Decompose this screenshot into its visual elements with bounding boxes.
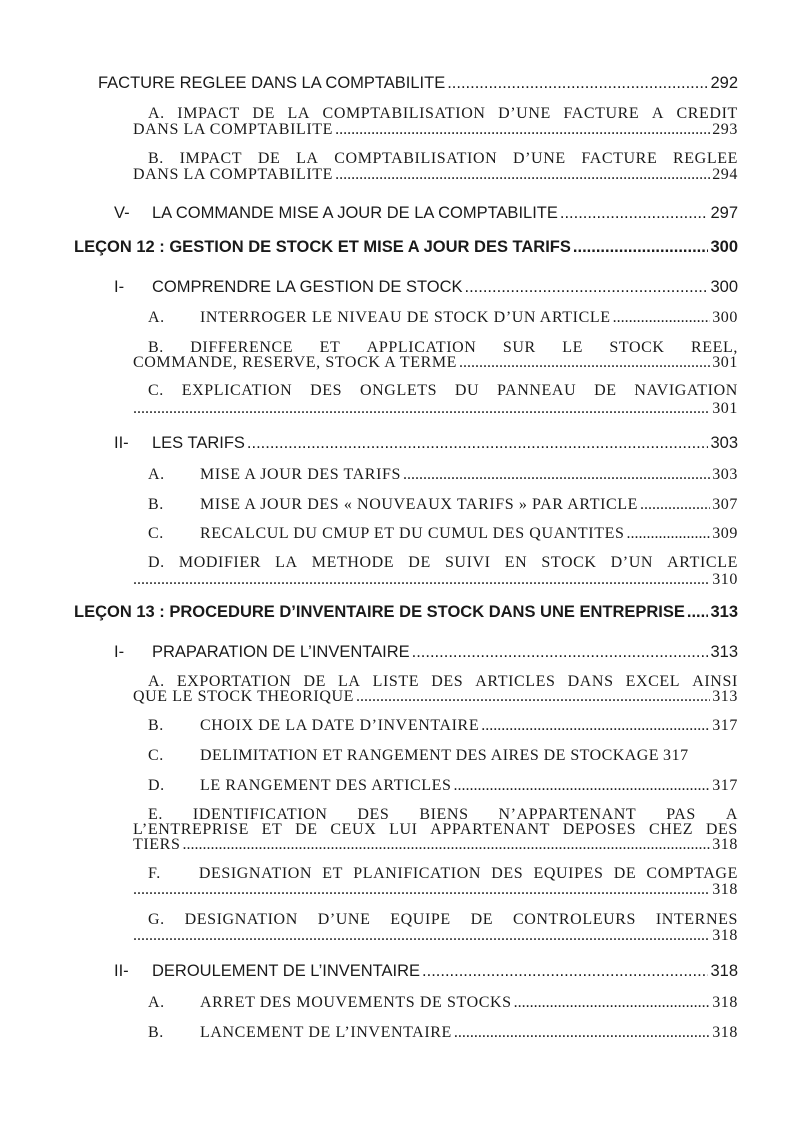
entry-word: CEUX	[330, 821, 377, 838]
entry-label: A.	[148, 466, 165, 483]
entry-page: 300	[710, 278, 738, 296]
entry-page: 301	[712, 354, 738, 371]
leader-dots	[356, 688, 710, 706]
entry-word: DES	[310, 382, 343, 399]
toc-entry-line2[interactable]	[133, 688, 738, 706]
entry-word: DES	[491, 865, 524, 882]
entry-title: INTERROGER LE NIVEAU DE STOCK D’UN ARTICLE	[200, 309, 611, 326]
toc-entry-line3[interactable]	[133, 836, 738, 854]
entry-word: LISTE	[372, 673, 420, 690]
entry-word: REEL,	[690, 339, 738, 356]
entry-word: QUE LE STOCK THEORIQUE	[133, 688, 355, 705]
entry-label: B.	[148, 1024, 164, 1041]
entry-word: DE	[303, 673, 326, 690]
toc-entry[interactable]	[148, 309, 738, 327]
entry-word: LA	[296, 150, 319, 167]
entry-word: DES	[705, 821, 738, 838]
entry-word: EXPLICATION	[181, 382, 293, 399]
entry-word: N’APPARTENANT	[498, 806, 637, 823]
entry-word: REGLEE	[673, 150, 738, 167]
entry-label: II-	[114, 434, 129, 452]
entry-word: CONTROLEURS	[512, 911, 637, 928]
entry-title: RECALCUL DU CMUP ET DU CUMUL DES QUANTITES	[200, 525, 625, 542]
entry-word: PANNEAU	[497, 382, 577, 399]
entry-title: ARRET DES MOUVEMENTS DE STOCKS	[200, 994, 512, 1011]
leader-dots	[640, 496, 710, 514]
toc-entry[interactable]	[148, 747, 738, 765]
entry-word: DESIGNATION	[198, 865, 313, 882]
entry-title: LE RANGEMENT DES ARTICLES	[200, 777, 452, 794]
entry-page: 307	[712, 496, 738, 513]
entry-page: 303	[712, 466, 738, 483]
entry-word: IMPACT	[179, 150, 243, 167]
entry-title: CHOIX DE LA DATE D’INVENTAIRE	[200, 717, 480, 734]
entry-label: D.	[148, 554, 165, 571]
entry-label: B.	[148, 717, 164, 734]
entry-word: DE	[295, 821, 318, 838]
toc-entry[interactable]	[114, 434, 738, 453]
entry-label: A.	[148, 673, 165, 690]
entry-word: DANS	[567, 673, 614, 690]
entry-page: 317	[712, 777, 738, 794]
entry-word: ET	[261, 821, 283, 838]
leader-dots	[454, 1024, 710, 1042]
toc-entry-line2[interactable]	[133, 571, 738, 589]
toc-entry[interactable]	[148, 1024, 738, 1042]
toc-entry[interactable]	[148, 525, 738, 543]
entry-label: B.	[148, 496, 164, 513]
leader-dots	[613, 309, 711, 327]
toc-entry[interactable]	[98, 74, 738, 93]
entry-word: FACTURE	[563, 105, 640, 122]
entry-word: PAS	[666, 806, 696, 823]
leader-dots	[459, 354, 710, 372]
leader-dots	[481, 717, 710, 735]
entry-word: A	[651, 105, 664, 122]
entry-page: 303	[710, 434, 738, 452]
leader-dots	[626, 525, 710, 543]
entry-word: TIERS	[133, 836, 181, 853]
entry-word: EQUIPES	[533, 865, 604, 882]
entry-word: CREDIT	[676, 105, 738, 122]
entry-word: LE	[562, 339, 583, 356]
entry-word: COMPTAGE	[646, 865, 738, 882]
entry-word: ARTICLES	[475, 673, 556, 690]
entry-word: LA	[287, 105, 311, 122]
leader-dots	[247, 434, 709, 453]
leader-dots	[422, 962, 708, 981]
entry-label: A.	[148, 309, 165, 326]
entry-page: 310	[712, 571, 738, 588]
chapter-title: LEÇON 13 : PROCEDURE D’INVENTAIRE DE STOCK DANS UNE ENTREPRISE	[74, 603, 685, 621]
toc-entry-line2[interactable]	[133, 927, 738, 945]
toc-entry-line2[interactable]	[133, 400, 738, 418]
entry-title: LANCEMENT DE L’INVENTAIRE	[200, 1024, 452, 1041]
entry-label: B.	[148, 339, 164, 356]
chapter-title: LEÇON 12 : GESTION DE STOCK ET MISE A JOUR DES TARIFS	[74, 238, 571, 256]
entry-word: D’UNE	[498, 105, 551, 122]
toc-entry-line2[interactable]	[133, 166, 738, 184]
entry-word: DU	[454, 382, 480, 399]
entry-label: A.	[148, 994, 165, 1011]
entry-title: LES TARIFS	[152, 434, 245, 452]
entry-word: DANS LA COMPTABILITE	[133, 166, 334, 183]
entry-word: SUIVI	[444, 554, 491, 571]
entry-word: APPLICATION	[366, 339, 477, 356]
entry-page: 300	[712, 309, 738, 326]
entry-title: MISE A JOUR DES « NOUVEAUX TARIFS » PAR ARTICLE	[200, 496, 639, 513]
entry-word: COMPTABILISATION	[334, 150, 498, 167]
entry-word: ET	[319, 339, 341, 356]
entry-label: F.	[148, 865, 161, 882]
toc-chapter[interactable]	[74, 603, 738, 622]
entry-page: 318	[712, 836, 738, 853]
entry-word: ET	[322, 865, 344, 882]
entry-title: MISE A JOUR DES TARIFS	[200, 466, 402, 483]
entry-page: 297	[710, 204, 738, 222]
entry-word: COMPTABILISATION	[322, 105, 486, 122]
entry-word: A	[725, 806, 738, 823]
entry-word: ONGLETS	[359, 382, 438, 399]
entry-label: C.	[148, 747, 164, 764]
entry-word: DES	[431, 673, 464, 690]
entry-page: 313	[710, 643, 738, 661]
entry-word: L’ENTREPRISE	[133, 821, 249, 838]
entry-word: DE	[613, 865, 637, 882]
entry-page: 293	[712, 121, 738, 138]
entry-page: 301	[712, 400, 738, 417]
entry-page: 318	[712, 881, 738, 898]
entry-word: LA	[338, 673, 361, 690]
entry-word: COMMANDE, RESERVE, STOCK A TERME	[133, 354, 458, 371]
entry-word: NAVIGATION	[634, 382, 738, 399]
entry-word: DE	[252, 105, 275, 122]
entry-word: APPARTENANT	[430, 821, 550, 838]
leader-dots	[687, 603, 709, 622]
entry-word: LUI	[389, 821, 418, 838]
entry-label: C.	[148, 525, 164, 542]
toc-entry[interactable]	[114, 962, 738, 981]
entry-word: D’UNE	[512, 150, 566, 167]
entry-label: I-	[114, 278, 125, 296]
leader-dots	[412, 643, 709, 662]
toc-entry-line2[interactable]	[133, 121, 738, 139]
toc-entry[interactable]	[114, 278, 738, 297]
entry-word: EQUIPE	[390, 911, 451, 928]
leader-dots	[182, 836, 710, 854]
entry-word: BIENS	[419, 806, 469, 823]
entry-label: V-	[114, 204, 130, 222]
entry-page: 318	[710, 962, 738, 980]
toc-entry[interactable]	[148, 994, 738, 1012]
leader-dots	[560, 204, 709, 223]
entry-word: DE	[594, 382, 617, 399]
entry-page: 317	[662, 747, 689, 764]
entry-word: DES	[357, 806, 390, 823]
entry-label: B.	[148, 150, 164, 167]
entry-word: METHODE	[311, 554, 395, 571]
leader-dots	[133, 927, 710, 945]
toc-entry[interactable]	[148, 466, 738, 484]
entry-word: DEPOSES	[562, 821, 637, 838]
entry-label: C.	[148, 382, 164, 399]
entry-word: EXCEL	[625, 673, 681, 690]
entry-title: COMPRENDRE LA GESTION DE STOCK	[152, 278, 463, 296]
leader-dots	[335, 166, 710, 184]
entry-word: IMPACT	[177, 105, 240, 122]
leader-dots	[133, 571, 710, 589]
toc-entry[interactable]	[114, 204, 738, 223]
entry-title: LA COMMANDE MISE A JOUR DE LA COMPTABILITE	[152, 204, 558, 222]
entry-word: DESIGNATION	[184, 911, 298, 928]
entry-word: PLANIFICATION	[353, 865, 482, 882]
leader-dots	[454, 777, 711, 795]
toc-entry[interactable]	[148, 717, 738, 735]
toc-entry-line2[interactable]	[133, 881, 738, 899]
entry-title: DELIMITATION ET RANGEMENT DES AIRES DE STOCKAGE	[200, 747, 659, 764]
entry-title: DEROULEMENT DE L’INVENTAIRE	[152, 962, 421, 980]
entry-label: E.	[148, 806, 163, 823]
toc-entry-line2[interactable]	[133, 354, 738, 372]
leader-dots	[403, 466, 710, 484]
entry-word: DE	[470, 911, 494, 928]
entry-page: 309	[712, 525, 738, 542]
entry-word: EN	[504, 554, 528, 571]
toc-chapter[interactable]	[74, 238, 738, 257]
entry-word: INTERNES	[655, 911, 738, 928]
entry-word: DE	[257, 150, 281, 167]
entry-word: LA	[275, 554, 298, 571]
leader-dots	[133, 400, 710, 418]
leader-dots	[573, 238, 709, 257]
entry-label: I-	[114, 643, 125, 661]
entry-page: 313	[712, 688, 738, 705]
entry-word: CHEZ	[649, 821, 694, 838]
entry-word: STOCK	[609, 339, 665, 356]
entry-page: 317	[712, 717, 738, 734]
entry-word: EXPORTATION	[176, 673, 292, 690]
entry-word: MODIFIER	[178, 554, 262, 571]
entry-page: 318	[712, 994, 738, 1011]
entry-word: DE	[408, 554, 431, 571]
entry-word: DIFFERENCE	[190, 339, 294, 356]
entry-title: PRAPARATION DE L’INVENTAIRE	[152, 643, 410, 661]
leader-dots	[514, 994, 711, 1012]
leader-dots	[465, 278, 709, 297]
entry-page: 313	[710, 603, 738, 621]
entry-word: STOCK	[541, 554, 597, 571]
entry-title: FACTURE REGLEE DANS LA COMPTABILITE	[98, 74, 446, 92]
leader-dots	[447, 74, 708, 93]
toc-entry[interactable]	[148, 777, 738, 795]
entry-label: II-	[114, 962, 129, 980]
leader-dots	[335, 121, 710, 139]
entry-word: IDENTIFICATION	[192, 806, 328, 823]
toc-entry-line1[interactable]	[148, 382, 738, 400]
leader-dots	[133, 881, 710, 899]
entry-word: ARTICLE	[667, 554, 738, 571]
entry-word: FACTURE	[581, 150, 658, 167]
entry-word: D’UN	[610, 554, 654, 571]
entry-page: 292	[710, 74, 738, 92]
entry-word: SUR	[502, 339, 536, 356]
entry-label: D.	[148, 777, 165, 794]
entry-label: A.	[148, 105, 165, 122]
entry-word: D’UNE	[317, 911, 371, 928]
toc-entry[interactable]	[148, 496, 738, 514]
entry-page: 318	[712, 927, 738, 944]
entry-word: AINSI	[692, 673, 738, 690]
entry-page: 300	[710, 238, 738, 256]
entry-page: 294	[712, 166, 738, 183]
toc-entry-line1[interactable]	[148, 554, 738, 572]
entry-word: DANS LA COMPTABILITE	[133, 121, 334, 138]
toc-entry[interactable]	[114, 643, 738, 662]
entry-page: 318	[712, 1024, 738, 1041]
entry-label: G.	[148, 911, 165, 928]
